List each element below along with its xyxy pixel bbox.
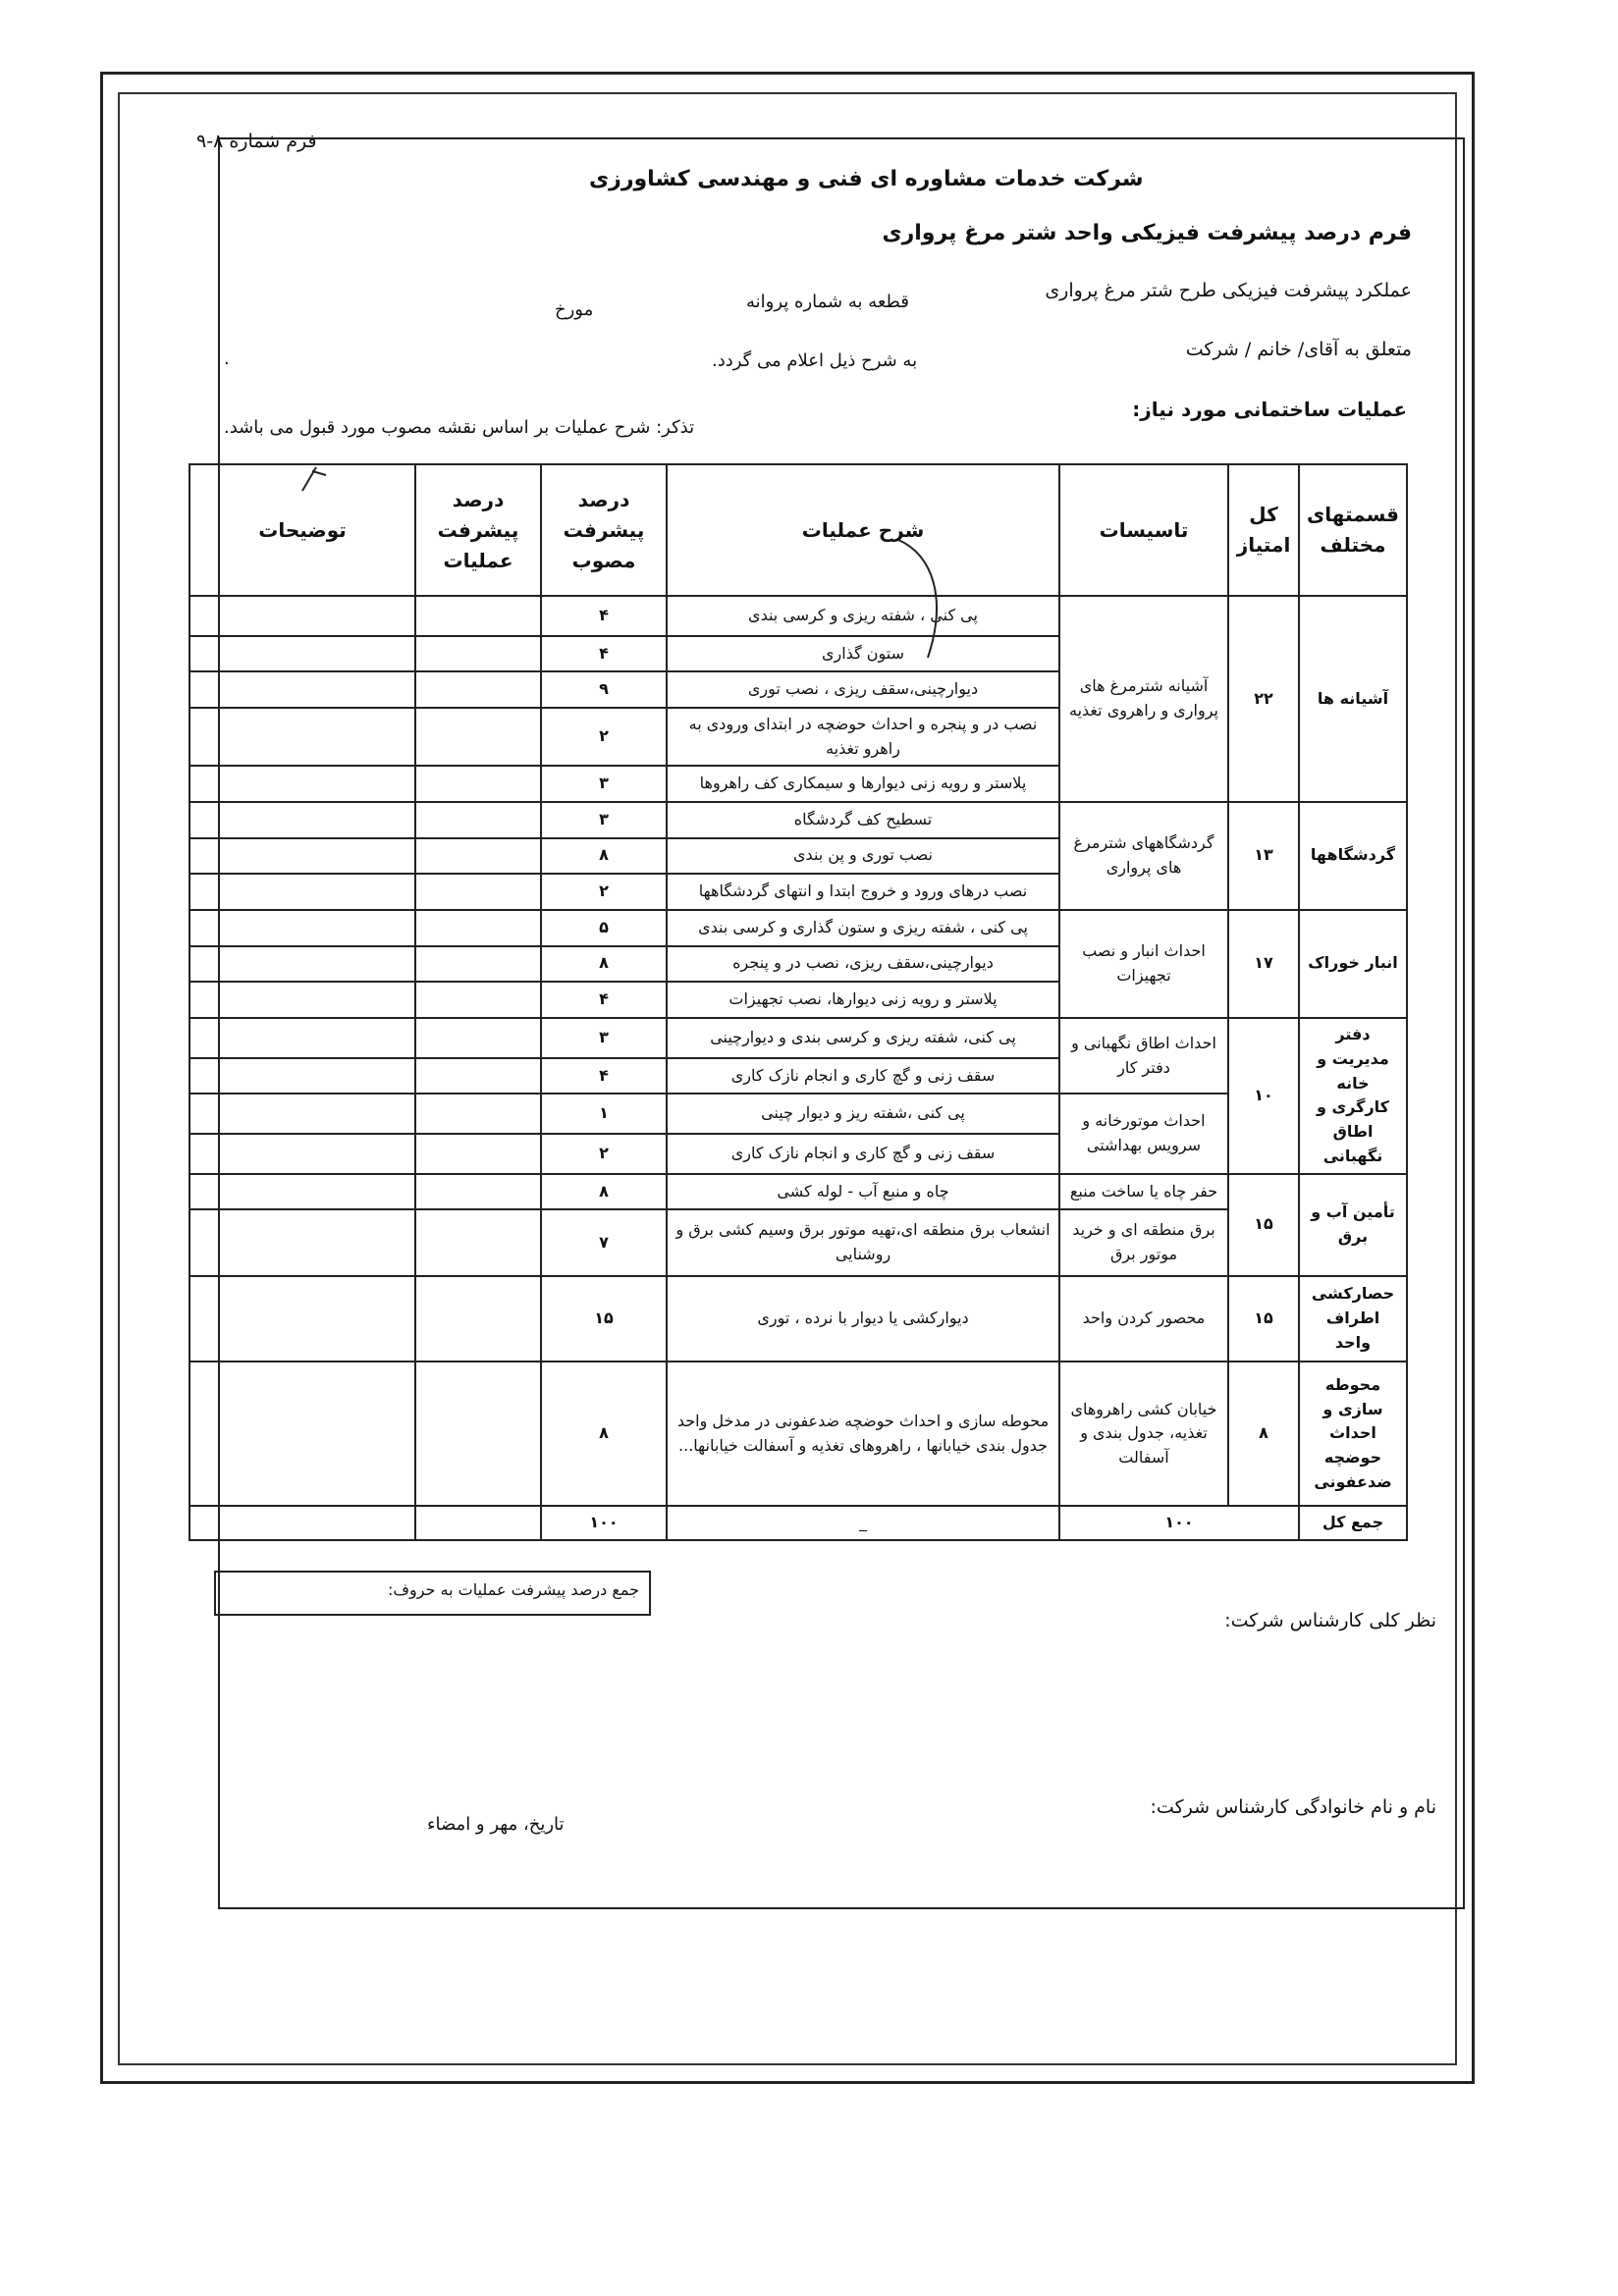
remarks-cell[interactable] bbox=[189, 708, 415, 766]
section-cell: حصارکشی اطراف واحد bbox=[1299, 1276, 1407, 1362]
operation-description: پلاستر و رویه زنی دیوارها و سیمکاری کف راهروها bbox=[667, 766, 1059, 802]
remarks-cell[interactable] bbox=[189, 982, 415, 1018]
dated-label: مورخ bbox=[555, 299, 594, 320]
operation-description: دیوارچینی،سقف ریزی ، نصب توری bbox=[667, 671, 1059, 708]
remarks-cell[interactable] bbox=[189, 1018, 415, 1058]
owner-line: متعلق به آقای/ خانم / شرکت bbox=[1185, 339, 1412, 360]
operations-percent-cell[interactable] bbox=[415, 1174, 541, 1210]
operations-percent-cell[interactable] bbox=[415, 982, 541, 1018]
total-description: _ bbox=[667, 1506, 1059, 1540]
operations-percent-cell[interactable] bbox=[415, 1058, 541, 1095]
operation-description: سقف زنی و گچ کاری و انجام نازک کاری bbox=[667, 1134, 1059, 1174]
operations-percent-cell[interactable] bbox=[415, 1276, 541, 1362]
facility-cell: احداث انبار و نصب تجهیزات bbox=[1059, 910, 1228, 1018]
operations-percent-cell[interactable] bbox=[415, 1018, 541, 1058]
approved-percent-cell: ۲ bbox=[541, 1134, 667, 1174]
table-header-row bbox=[189, 464, 1407, 596]
operation-description: محوطه سازی و احداث حوضچه ضدعفونی در مدخل واحد جدول بندی خیابانها ، راهروهای تغذیه و آسفالت خیابانها... bbox=[667, 1362, 1059, 1506]
approved-percent-cell: ۴ bbox=[541, 596, 667, 636]
company-name: شرکت خدمات مشاوره ای فنی و مهندسی کشاورزی bbox=[589, 167, 1144, 191]
facility-cell: برق منطقه ای و خرید موتور برق bbox=[1059, 1209, 1228, 1275]
approved-percent-cell: ۲ bbox=[541, 708, 667, 766]
score-cell: ۸ bbox=[1228, 1362, 1299, 1506]
operation-description: نصب توری و پن بندی bbox=[667, 838, 1059, 875]
total-label: جمع کل bbox=[1299, 1506, 1407, 1540]
operations-percent-cell[interactable] bbox=[415, 1134, 541, 1174]
score-cell: ۱۵ bbox=[1228, 1276, 1299, 1362]
approved-percent-cell: ۱ bbox=[541, 1094, 667, 1134]
table-row bbox=[189, 1276, 1407, 1362]
remarks-cell[interactable] bbox=[189, 1276, 415, 1362]
approved-percent-cell: ۳ bbox=[541, 802, 667, 838]
total-approved: ۱۰۰ bbox=[541, 1506, 667, 1540]
remarks-cell[interactable] bbox=[189, 1094, 415, 1134]
header-remarks: توضیحات bbox=[189, 464, 415, 596]
operations-percent-cell[interactable] bbox=[415, 1209, 541, 1275]
operation-description: انشعاب برق منطقه ای،تهیه موتور برق وسیم کشی برق و روشنایی bbox=[667, 1209, 1059, 1275]
words-sum-box bbox=[214, 1571, 651, 1616]
table-row bbox=[189, 802, 1407, 838]
handwritten-mark bbox=[889, 530, 967, 667]
operations-percent-cell[interactable] bbox=[415, 636, 541, 672]
performance-line: عملکرد پیشرفت فیزیکی طرح شتر مرغ پرواری bbox=[1045, 280, 1412, 301]
section-cell: آشیانه ها bbox=[1299, 596, 1407, 802]
operation-description: سقف زنی و گچ کاری و انجام نازک کاری bbox=[667, 1058, 1059, 1095]
remarks-cell[interactable] bbox=[189, 1209, 415, 1275]
facility-cell: حفر چاه یا ساخت منبع bbox=[1059, 1174, 1228, 1210]
score-cell: ۱۰ bbox=[1228, 1018, 1299, 1174]
operations-percent-cell[interactable] bbox=[415, 874, 541, 910]
operation-description: پی کنی ،شفته ریز و دیوار چینی bbox=[667, 1094, 1059, 1134]
total-operations-percent[interactable] bbox=[415, 1506, 541, 1540]
ops-needed-heading: عملیات ساختمانی مورد نیاز: bbox=[1132, 398, 1407, 421]
section-cell: گردشگاهها bbox=[1299, 802, 1407, 910]
operations-percent-cell[interactable] bbox=[415, 596, 541, 636]
table-row bbox=[189, 1362, 1407, 1506]
approved-percent-cell: ۲ bbox=[541, 874, 667, 910]
header-approved-percent: درصد پیشرفت مصوب bbox=[541, 464, 667, 596]
operation-description: دیوارکشی یا دیوار با نرده ، توری bbox=[667, 1276, 1059, 1362]
operation-description: ستون گذاری bbox=[667, 636, 1059, 672]
remarks-cell[interactable] bbox=[189, 766, 415, 802]
remarks-cell[interactable] bbox=[189, 1058, 415, 1095]
handwritten-tick bbox=[295, 461, 334, 501]
section-cell: محوطه سازی و احداث حوضچه ضدعفونی bbox=[1299, 1362, 1407, 1506]
operation-description: دیوارچینی،سقف ریزی، نصب در و پنجره bbox=[667, 946, 1059, 983]
table-row bbox=[189, 1018, 1407, 1058]
section-cell: انبار خوراک bbox=[1299, 910, 1407, 1018]
approved-percent-cell: ۹ bbox=[541, 671, 667, 708]
date-sign-label: تاریخ، مهر و امضاء bbox=[427, 1814, 565, 1835]
total-row bbox=[189, 1506, 1407, 1540]
remarks-cell[interactable] bbox=[189, 596, 415, 636]
operation-description: پلاستر و رویه زنی دیوارها، نصب تجهیزات bbox=[667, 982, 1059, 1018]
approved-percent-cell: ۳ bbox=[541, 1018, 667, 1058]
expert-opinion-label: نظر کلی کارشناس شرکت: bbox=[1224, 1610, 1436, 1631]
section-cell: دفتر مدیریت و خانه کارگری و اطاق نگهبانی bbox=[1299, 1018, 1407, 1174]
operations-percent-cell[interactable] bbox=[415, 1094, 541, 1134]
operation-description: تسطیح کف گردشگاه bbox=[667, 802, 1059, 838]
total-score: ۱۰۰ bbox=[1059, 1506, 1299, 1540]
approved-percent-cell: ۸ bbox=[541, 838, 667, 875]
table-row bbox=[189, 910, 1407, 946]
operation-description: پی کنی ، شفته ریزی و کرسی بندی bbox=[667, 596, 1059, 636]
note-line: تذکر: شرح عملیات بر اساس نقشه مصوب مورد قبول می باشد. bbox=[224, 417, 695, 438]
operations-percent-cell[interactable] bbox=[415, 671, 541, 708]
operations-percent-cell[interactable] bbox=[415, 802, 541, 838]
score-cell: ۱۷ bbox=[1228, 910, 1299, 1018]
approved-percent-cell: ۴ bbox=[541, 636, 667, 672]
facility-cell: محصور کردن واحد bbox=[1059, 1276, 1228, 1362]
score-cell: ۲۲ bbox=[1228, 596, 1299, 802]
facility-cell: آشیانه شترمرغ های پرواری و راهروی تغذیه bbox=[1059, 596, 1228, 802]
approved-percent-cell: ۴ bbox=[541, 982, 667, 1018]
remarks-cell[interactable] bbox=[189, 838, 415, 875]
remarks-cell[interactable] bbox=[189, 1362, 415, 1506]
approved-percent-cell: ۴ bbox=[541, 1058, 667, 1095]
table-row bbox=[189, 596, 1407, 636]
remarks-cell[interactable] bbox=[189, 671, 415, 708]
approved-percent-cell: ۳ bbox=[541, 766, 667, 802]
header-sections: قسمتهای مختلف bbox=[1299, 464, 1407, 596]
operation-description: پی کنی، شفته ریزی و کرسی بندی و دیوارچینی bbox=[667, 1018, 1059, 1058]
table-row bbox=[189, 1094, 1407, 1134]
approved-percent-cell: ۷ bbox=[541, 1209, 667, 1275]
header-description: شرح عملیات bbox=[667, 464, 1059, 596]
words-sum-label: جمع درصد پیشرفت عملیات به حروف: bbox=[388, 1580, 639, 1599]
remarks-cell[interactable] bbox=[189, 1134, 415, 1174]
operations-percent-cell[interactable] bbox=[415, 910, 541, 946]
form-title: فرم درصد پیشرفت فیزیکی واحد شتر مرغ پرواری bbox=[882, 221, 1412, 245]
section-cell: تأمین آب و برق bbox=[1299, 1174, 1407, 1276]
remarks-cell[interactable] bbox=[189, 802, 415, 838]
table-row bbox=[189, 1174, 1407, 1210]
facility-cell: احداث اطاق نگهبانی و دفتر کار bbox=[1059, 1018, 1228, 1094]
form-number: فرم شماره ۸-۹ bbox=[196, 131, 317, 152]
operation-description: نصب در و پنجره و احداث حوضچه در ابتدای ورودی به راهرو تغذیه bbox=[667, 708, 1059, 766]
operations-percent-cell[interactable] bbox=[415, 838, 541, 875]
operations-percent-cell[interactable] bbox=[415, 766, 541, 802]
stray-dot: . bbox=[224, 348, 230, 369]
operation-description: نصب درهای ورود و خروج ابتدا و انتهای گردشگاهها bbox=[667, 874, 1059, 910]
plot-line: قطعه به شماره پروانه bbox=[746, 292, 909, 312]
operation-description: چاه و منبع آب - لوله کشی bbox=[667, 1174, 1059, 1210]
facility-cell: خیابان کشی راهروهای تغذیه، جدول بندی و آسفالت bbox=[1059, 1362, 1228, 1506]
facility-cell: گردشگاههای شترمرغ های پرواری bbox=[1059, 802, 1228, 910]
header-operations-percent: درصد پیشرفت عملیات bbox=[415, 464, 541, 596]
approved-percent-cell: ۱۵ bbox=[541, 1276, 667, 1362]
header-rule bbox=[353, 137, 1453, 139]
remarks-cell[interactable] bbox=[189, 874, 415, 910]
approved-percent-cell: ۵ bbox=[541, 910, 667, 946]
expert-name-label: نام و نام خانوادگی کارشناس شرکت: bbox=[1150, 1796, 1436, 1818]
operations-percent-cell[interactable] bbox=[415, 946, 541, 983]
remarks-cell[interactable] bbox=[189, 1174, 415, 1210]
header-facilities: تاسیسات bbox=[1059, 464, 1228, 596]
score-cell: ۱۳ bbox=[1228, 802, 1299, 910]
score-cell: ۱۵ bbox=[1228, 1174, 1299, 1276]
progress-table bbox=[189, 463, 1408, 1541]
remarks-cell[interactable] bbox=[189, 946, 415, 983]
remarks-cell[interactable] bbox=[189, 910, 415, 946]
approved-percent-cell: ۸ bbox=[541, 1362, 667, 1506]
operation-description: پی کنی ، شفته ریزی و ستون گذاری و کرسی بندی bbox=[667, 910, 1059, 946]
table-row bbox=[189, 1209, 1407, 1275]
operations-percent-cell[interactable] bbox=[415, 1362, 541, 1506]
header-total-score: کل امتیاز bbox=[1228, 464, 1299, 596]
remarks-cell[interactable] bbox=[189, 636, 415, 672]
total-remarks[interactable] bbox=[189, 1506, 415, 1540]
facility-cell: احداث موتورخانه و سرویس بهداشتی bbox=[1059, 1094, 1228, 1174]
approved-percent-cell: ۸ bbox=[541, 1174, 667, 1210]
table-body bbox=[189, 596, 1407, 1540]
operations-percent-cell[interactable] bbox=[415, 708, 541, 766]
approved-percent-cell: ۸ bbox=[541, 946, 667, 983]
announce-line: به شرح ذیل اعلام می گردد. bbox=[712, 350, 918, 371]
